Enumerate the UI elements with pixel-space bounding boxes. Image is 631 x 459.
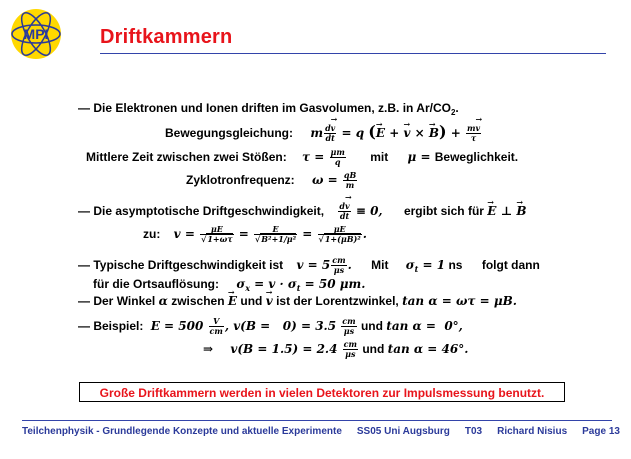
time-label: Mittlere Zeit zwischen zwei Stößen: bbox=[86, 150, 287, 164]
v-formula: v = $\frac{\mu E}{√1+\omega\tau}$ = $\frac{E}{\text{√B²+1/μ²}}$ = $\frac{\mu E}{\text{√1+(μB)²}}$ . bbox=[173, 224, 367, 244]
mpi-logo bbox=[8, 6, 64, 62]
bullet-5: — Beispiel: E = 500 $\frac{V}{cm}$ , v(B = 0) = 3.5 $\frac{cm}{\mu s}$ und tan α = 0°, bbox=[78, 316, 463, 336]
footer-chapter: T03 bbox=[464, 426, 483, 437]
logo-text: MPI bbox=[23, 26, 49, 42]
footer-term: SS05 Uni Augsburg bbox=[356, 426, 450, 437]
typical-v: v = 5 $\frac{cm}{\mu s}$ . bbox=[296, 255, 352, 275]
footer-author: Richard Nisius bbox=[497, 426, 568, 437]
footer bbox=[22, 426, 620, 437]
example-2: ⇒ v(B = 1.5) = 2.4 $\frac{cm}{\mu s}$ und tan α = 46°. bbox=[203, 339, 469, 359]
footer-course: Teilchenphysik - Grundlegende Konzepte und aktuelle Experimente bbox=[22, 426, 342, 437]
cyclo-label: Zyklotronfrequenz: bbox=[186, 173, 295, 187]
bullet-3: — Typische Driftgeschwindigkeit ist v = 5 $\frac{cm}{\mu s}$ . Mit $\sigma_t = 1$ ns folgt dann bbox=[78, 255, 540, 275]
dv-dt-zero: $\frac{d\to v}{dt}$ ≡ 0, bbox=[337, 204, 382, 218]
tau-formula: τ = $\frac{\mu m}{q}$ bbox=[302, 147, 345, 167]
summary-box: Große Driftkammern werden in vielen Detektoren zur Impulsmessung benutzt. bbox=[79, 382, 565, 402]
footer-page: Page 13 bbox=[582, 426, 620, 437]
title-underline bbox=[100, 53, 606, 54]
resolution-row: für die Ortsauflösung: $\sigma_x = v \cdot \sigma_t = 50$ μm. bbox=[93, 277, 366, 293]
omega-formula: ω = $\frac{qB}{m}$ bbox=[312, 170, 357, 190]
bullet-1-text: Die Elektronen und Ionen driften im Gasvolumen, z.B. in Ar/CO bbox=[93, 101, 451, 115]
sigma-x: $\sigma_x = v \cdot \sigma_t = 50$ μm. bbox=[236, 277, 366, 293]
sigma-t: $\sigma_t = 1$ bbox=[405, 258, 446, 274]
bullet-dash: — bbox=[78, 101, 90, 115]
bullet-2-text: Die asymptotische Driftgeschwindigkeit, bbox=[93, 204, 325, 218]
example-1-angle: tan α = 0°, bbox=[386, 319, 463, 333]
example-1: E = 500 $\frac{V}{cm}$ , v(B = 0) = 3.5 $\frac{cm}{\mu s}$ bbox=[150, 316, 356, 336]
drift-velocity-formula: zu: v = $\frac{\mu E}{√1+\omega\tau}$ = $\frac{E}{\text{√B²+1/μ²}}$ = $\frac{\mu E}{\text{√1+(μB)²}}$ . bbox=[143, 224, 367, 244]
lorentz-formula: tan α = ωτ = μB. bbox=[402, 294, 517, 308]
e-perp-b: → E ⊥ → B bbox=[487, 204, 526, 218]
mean-time-row: Mittlere Zeit zwischen zwei Stößen: τ = $\frac{\mu m}{q}$ mit μ = Beweglichkeit. bbox=[86, 147, 519, 167]
slide-title: Driftkammern bbox=[100, 26, 233, 48]
cyclotron-row bbox=[186, 171, 358, 190]
bullet-4: — Der Winkel α zwischen → E und → v ist der Lorentzwinkel, tan α = ωτ = μB. bbox=[78, 294, 517, 308]
equation-of-motion bbox=[165, 124, 482, 143]
eq-label: Bewegungsgleichung: bbox=[165, 126, 294, 140]
bullet-1: — Die Elektronen und Ionen driften im Gasvolumen, z.B. in $Ar/CO_2$. bbox=[78, 101, 459, 117]
bullet-2: — Die asymptotische Driftgeschwindigkeit, $\frac{d\to v}{dt}$ ≡ 0, ergibt sich für → E ⊥ → B bbox=[78, 202, 526, 221]
bullet-1-sub: 2 bbox=[450, 108, 456, 117]
footer-line bbox=[22, 420, 612, 421]
eq-formula: m $\frac{d\to v}{dt}$ = q (→ E + → v × → B) + $\frac{m\to v}{\tau}$ bbox=[310, 126, 482, 140]
bullet-3-text: Typische Driftgeschwindigkeit ist bbox=[93, 258, 284, 272]
